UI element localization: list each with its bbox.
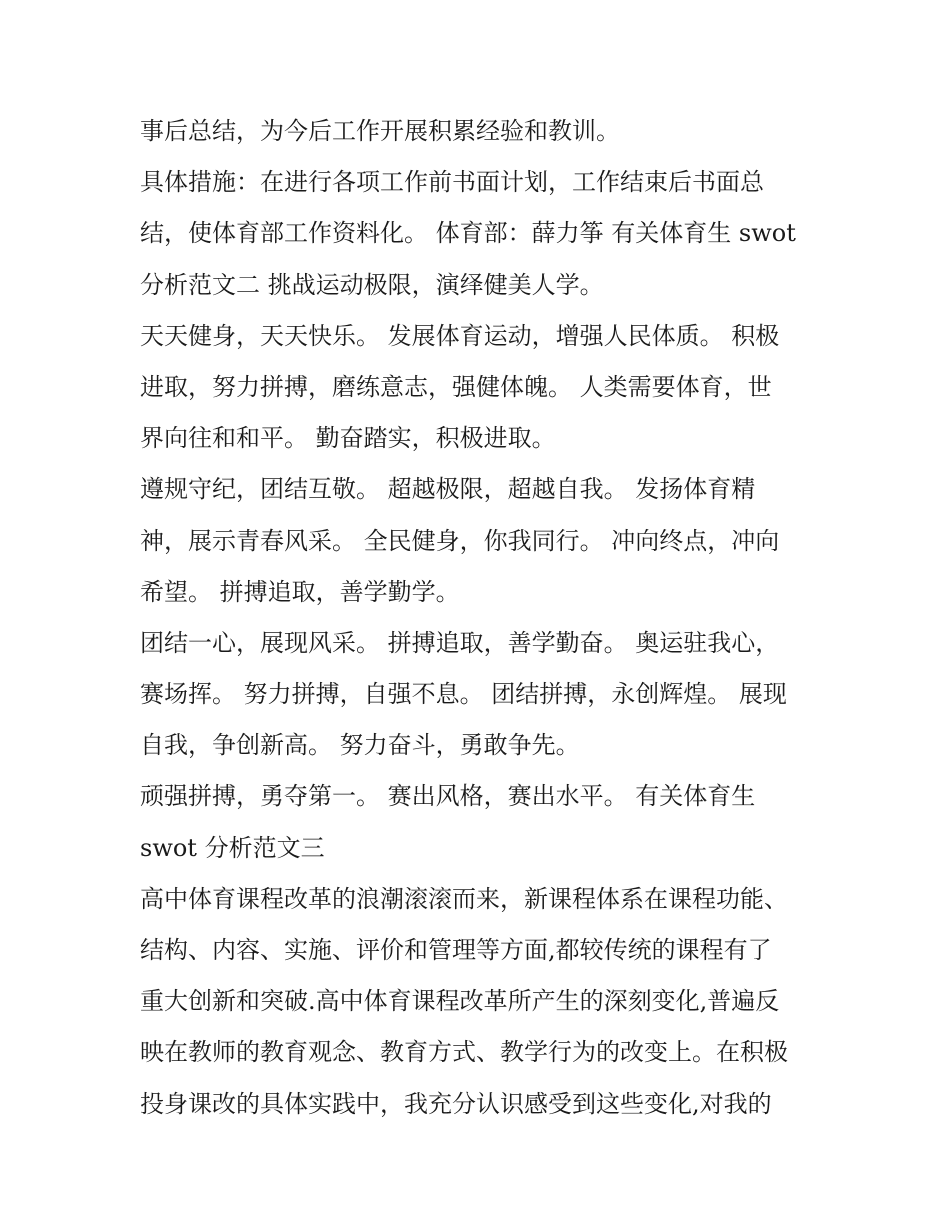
text-line: 天天健身，天天快乐。 发展体育运动，增强人民体质。 积极 bbox=[140, 321, 780, 350]
text-line: 顽强拼搏，勇夺第一。 赛出风格，赛出水平。 有关体育生 bbox=[140, 782, 756, 811]
text-line: 自我，争创新高。 努力奋斗，勇敢争先。 bbox=[140, 731, 580, 760]
text-line: 重大创新和突破.高中体育课程改革所产生的深刻变化,普遍反 bbox=[140, 987, 780, 1016]
text-line: 结构、内容、实施、评价和管理等方面,都较传统的课程有了 bbox=[140, 936, 772, 964]
text-line: 具体措施：在进行各项工作前书面计划，工作结束后书面总 bbox=[140, 168, 764, 197]
text-line: 团结一心，展现风采。 拼搏追取，善学勤奋。 奥运驻我心， bbox=[140, 628, 780, 657]
text-line: 希望。 拼搏追取，善学勤学。 bbox=[140, 577, 460, 606]
text-line: 映在教师的教育观念、教育方式、教学行为的改变上。在积极 bbox=[140, 1038, 788, 1067]
text-line: 高中体育课程改革的浪潮滚滚而来，新课程体系在课程功能、 bbox=[140, 884, 788, 913]
text-line: swot 分析范文三 bbox=[140, 833, 325, 862]
text-line: 结，使体育部工作资料化。 体育部：薛力筝 有关体育生 swot bbox=[140, 219, 796, 248]
body-text bbox=[140, 107, 830, 1131]
text-line: 神，展示青春风采。 全民健身，你我同行。 冲向终点，冲向 bbox=[140, 526, 780, 555]
text-line: 事后总结，为今后工作开展积累经验和教训。 bbox=[140, 117, 620, 145]
text-line: 赛场挥。 努力拼搏，自强不息。 团结拼搏，永创辉煌。 展现 bbox=[140, 680, 787, 709]
text-line: 投身课改的具体实践中，我充分认识感受到这些变化,对我的 bbox=[140, 1089, 772, 1118]
text-line: 界向往和和平。 勤奋踏实，积极进取。 bbox=[140, 424, 556, 453]
text-line: 进取，努力拼搏，磨练意志，强健体魄。 人类需要体育，世 bbox=[140, 372, 772, 401]
text-line: 遵规守纪，团结互敬。 超越极限，超越自我。 发扬体育精 bbox=[140, 475, 756, 504]
text-line: 分析范文二 挑战运动极限，演绎健美人学。 bbox=[140, 270, 604, 299]
